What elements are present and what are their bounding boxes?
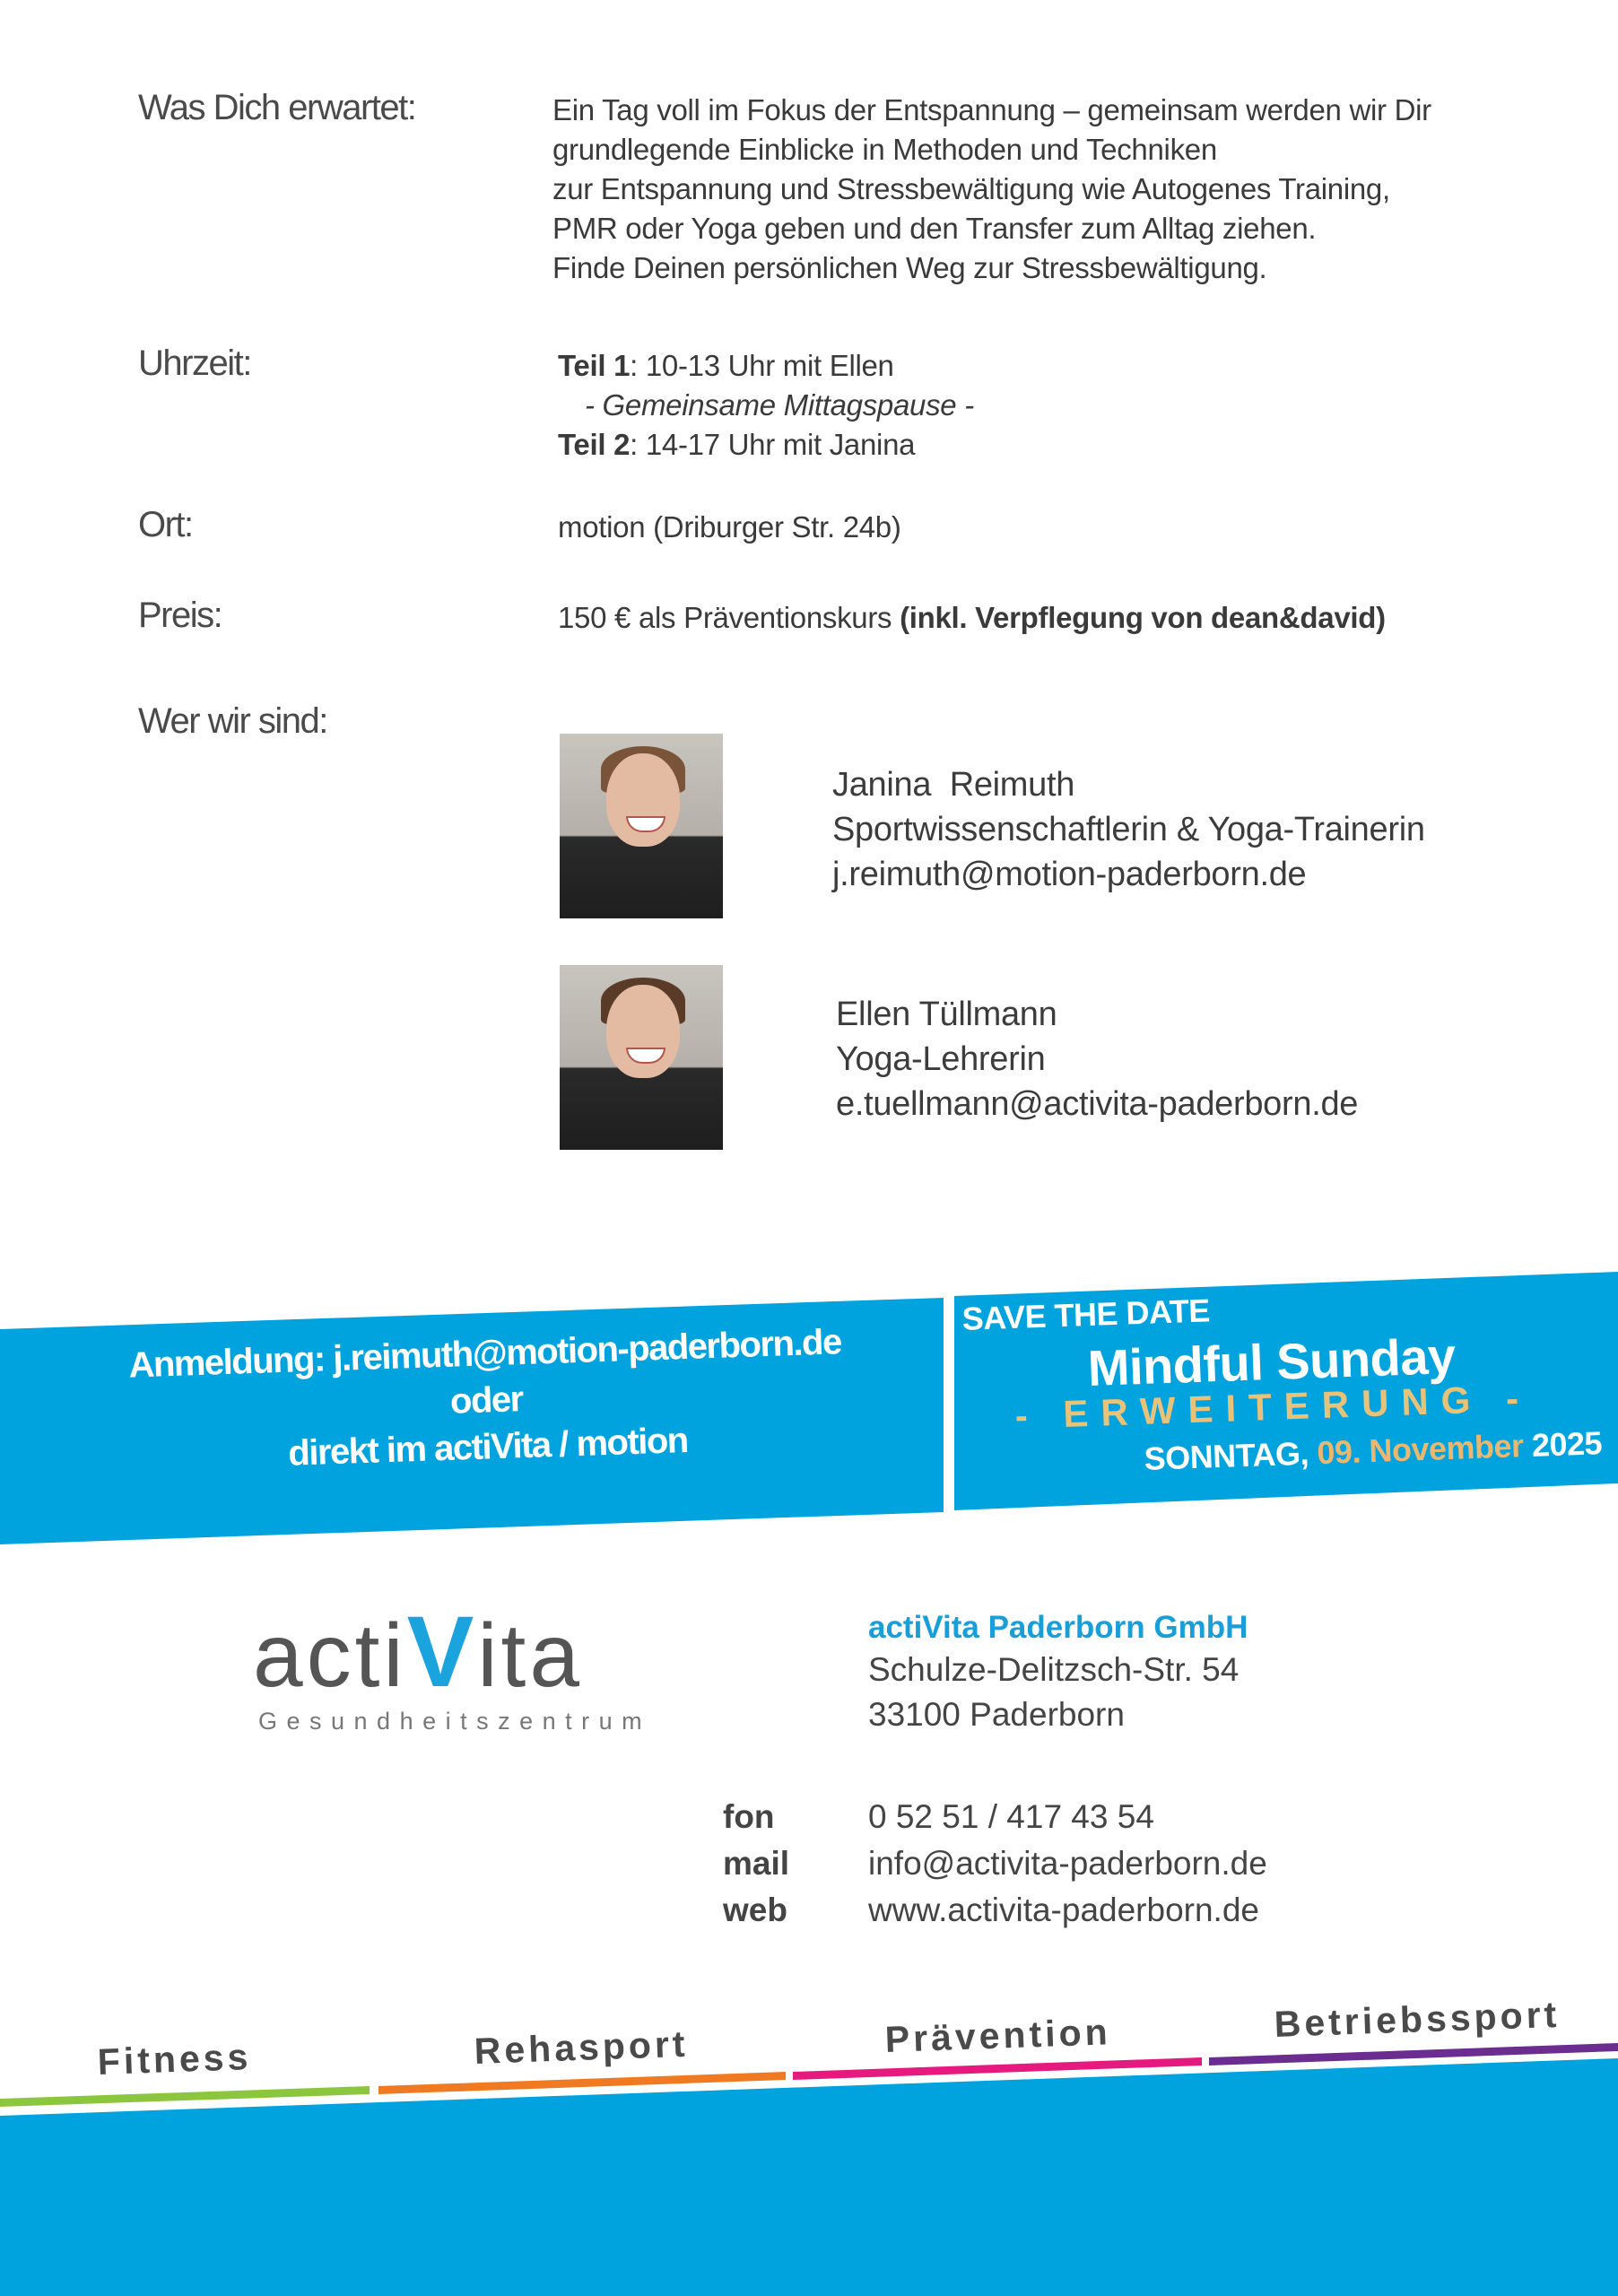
category-betriebssport[interactable]: Betriebssport xyxy=(1274,1993,1561,2045)
part2-text: : 14-17 Uhr mit Janina xyxy=(630,428,916,461)
mail-value[interactable]: info@activita-paderborn.de xyxy=(868,1845,1267,1882)
signup-line-3: direkt im actiVita / motion xyxy=(287,1420,689,1474)
expect-line: PMR oder Yoga geben und den Transfer zum Alltag ziehen. xyxy=(552,212,1317,245)
date-year: 2025 xyxy=(1522,1424,1603,1465)
price-label: Preis: xyxy=(138,596,222,635)
logo-v: V xyxy=(406,1596,478,1708)
expect-line: Ein Tag voll im Fokus der Entspannung – gemeinsam werden wir Dir xyxy=(552,93,1431,126)
company-city: 33100 Paderborn xyxy=(868,1696,1125,1733)
logo-left: acti xyxy=(253,1605,407,1706)
member-name: Janina Reimuth xyxy=(832,766,1075,804)
save-the-date: SAVE THE DATE xyxy=(961,1292,1211,1337)
fon-label: fon xyxy=(723,1798,775,1835)
part2-label: Teil 2 xyxy=(558,428,631,461)
who-label: Wer wir sind: xyxy=(138,701,327,741)
category-fitness[interactable]: Fitness xyxy=(97,2036,253,2083)
member-email[interactable]: e.tuellmann@activita-paderborn.de xyxy=(836,1085,1359,1123)
price-note: (inkl. Verpflegung von dean&david) xyxy=(900,601,1386,634)
price-value: 150 € als Präventionskurs xyxy=(558,601,900,634)
member-email[interactable]: j.reimuth@motion-paderborn.de xyxy=(832,856,1307,893)
lunch-text: - Gemeinsame Mittagspause - xyxy=(585,388,974,422)
expect-label: Was Dich erwartet: xyxy=(138,88,416,127)
part1-label: Teil 1 xyxy=(558,349,631,382)
category-praevention[interactable]: Prävention xyxy=(884,2011,1112,2060)
fitness-stripe xyxy=(0,2086,370,2107)
category-rehasport[interactable]: Rehasport xyxy=(474,2022,690,2072)
company-street: Schulze-Delitzsch-Str. 54 xyxy=(868,1651,1240,1688)
expect-line: Finde Deinen persönlichen Weg zur Stressbewältigung. xyxy=(552,251,1267,284)
fon-value[interactable]: 0 52 51 / 417 43 54 xyxy=(868,1798,1154,1835)
date-gold: 09. November xyxy=(1316,1427,1525,1472)
time-label: Uhrzeit: xyxy=(138,344,251,383)
member-name: Ellen Tüllmann xyxy=(836,996,1057,1033)
event-subtitle: - ERWEITERUNG - xyxy=(1013,1376,1532,1437)
web-label: web xyxy=(723,1892,787,1928)
mail-label: mail xyxy=(723,1845,790,1882)
logo-right: ita xyxy=(477,1605,583,1706)
expect-line: zur Entspannung und Stressbewältigung wie Autogenes Training, xyxy=(552,172,1390,205)
web-value[interactable]: www.activita-paderborn.de xyxy=(868,1892,1259,1928)
logo-subtitle: Gesundheitszentrum xyxy=(258,1708,652,1735)
member-role: Yoga-Lehrerin xyxy=(836,1040,1046,1078)
place-label: Ort: xyxy=(138,505,193,544)
part1-text: : 10-13 Uhr mit Ellen xyxy=(630,349,894,382)
expect-line: grundlegende Einblicke in Methoden und Techniken xyxy=(552,133,1217,166)
company-name: actiVita Paderborn GmbH xyxy=(868,1610,1248,1645)
event-title: Mindful Sunday xyxy=(1086,1326,1457,1397)
member-role: Sportwissenschaftlerin & Yoga-Trainerin xyxy=(832,811,1425,848)
signup-line-1[interactable]: Anmeldung: j.reimuth@motion-paderborn.de xyxy=(127,1322,842,1386)
signup-line-2: oder xyxy=(449,1379,524,1422)
place-text: motion (Driburger Str. 24b) xyxy=(558,510,901,544)
date-day: SONNTAG, xyxy=(1144,1434,1318,1477)
